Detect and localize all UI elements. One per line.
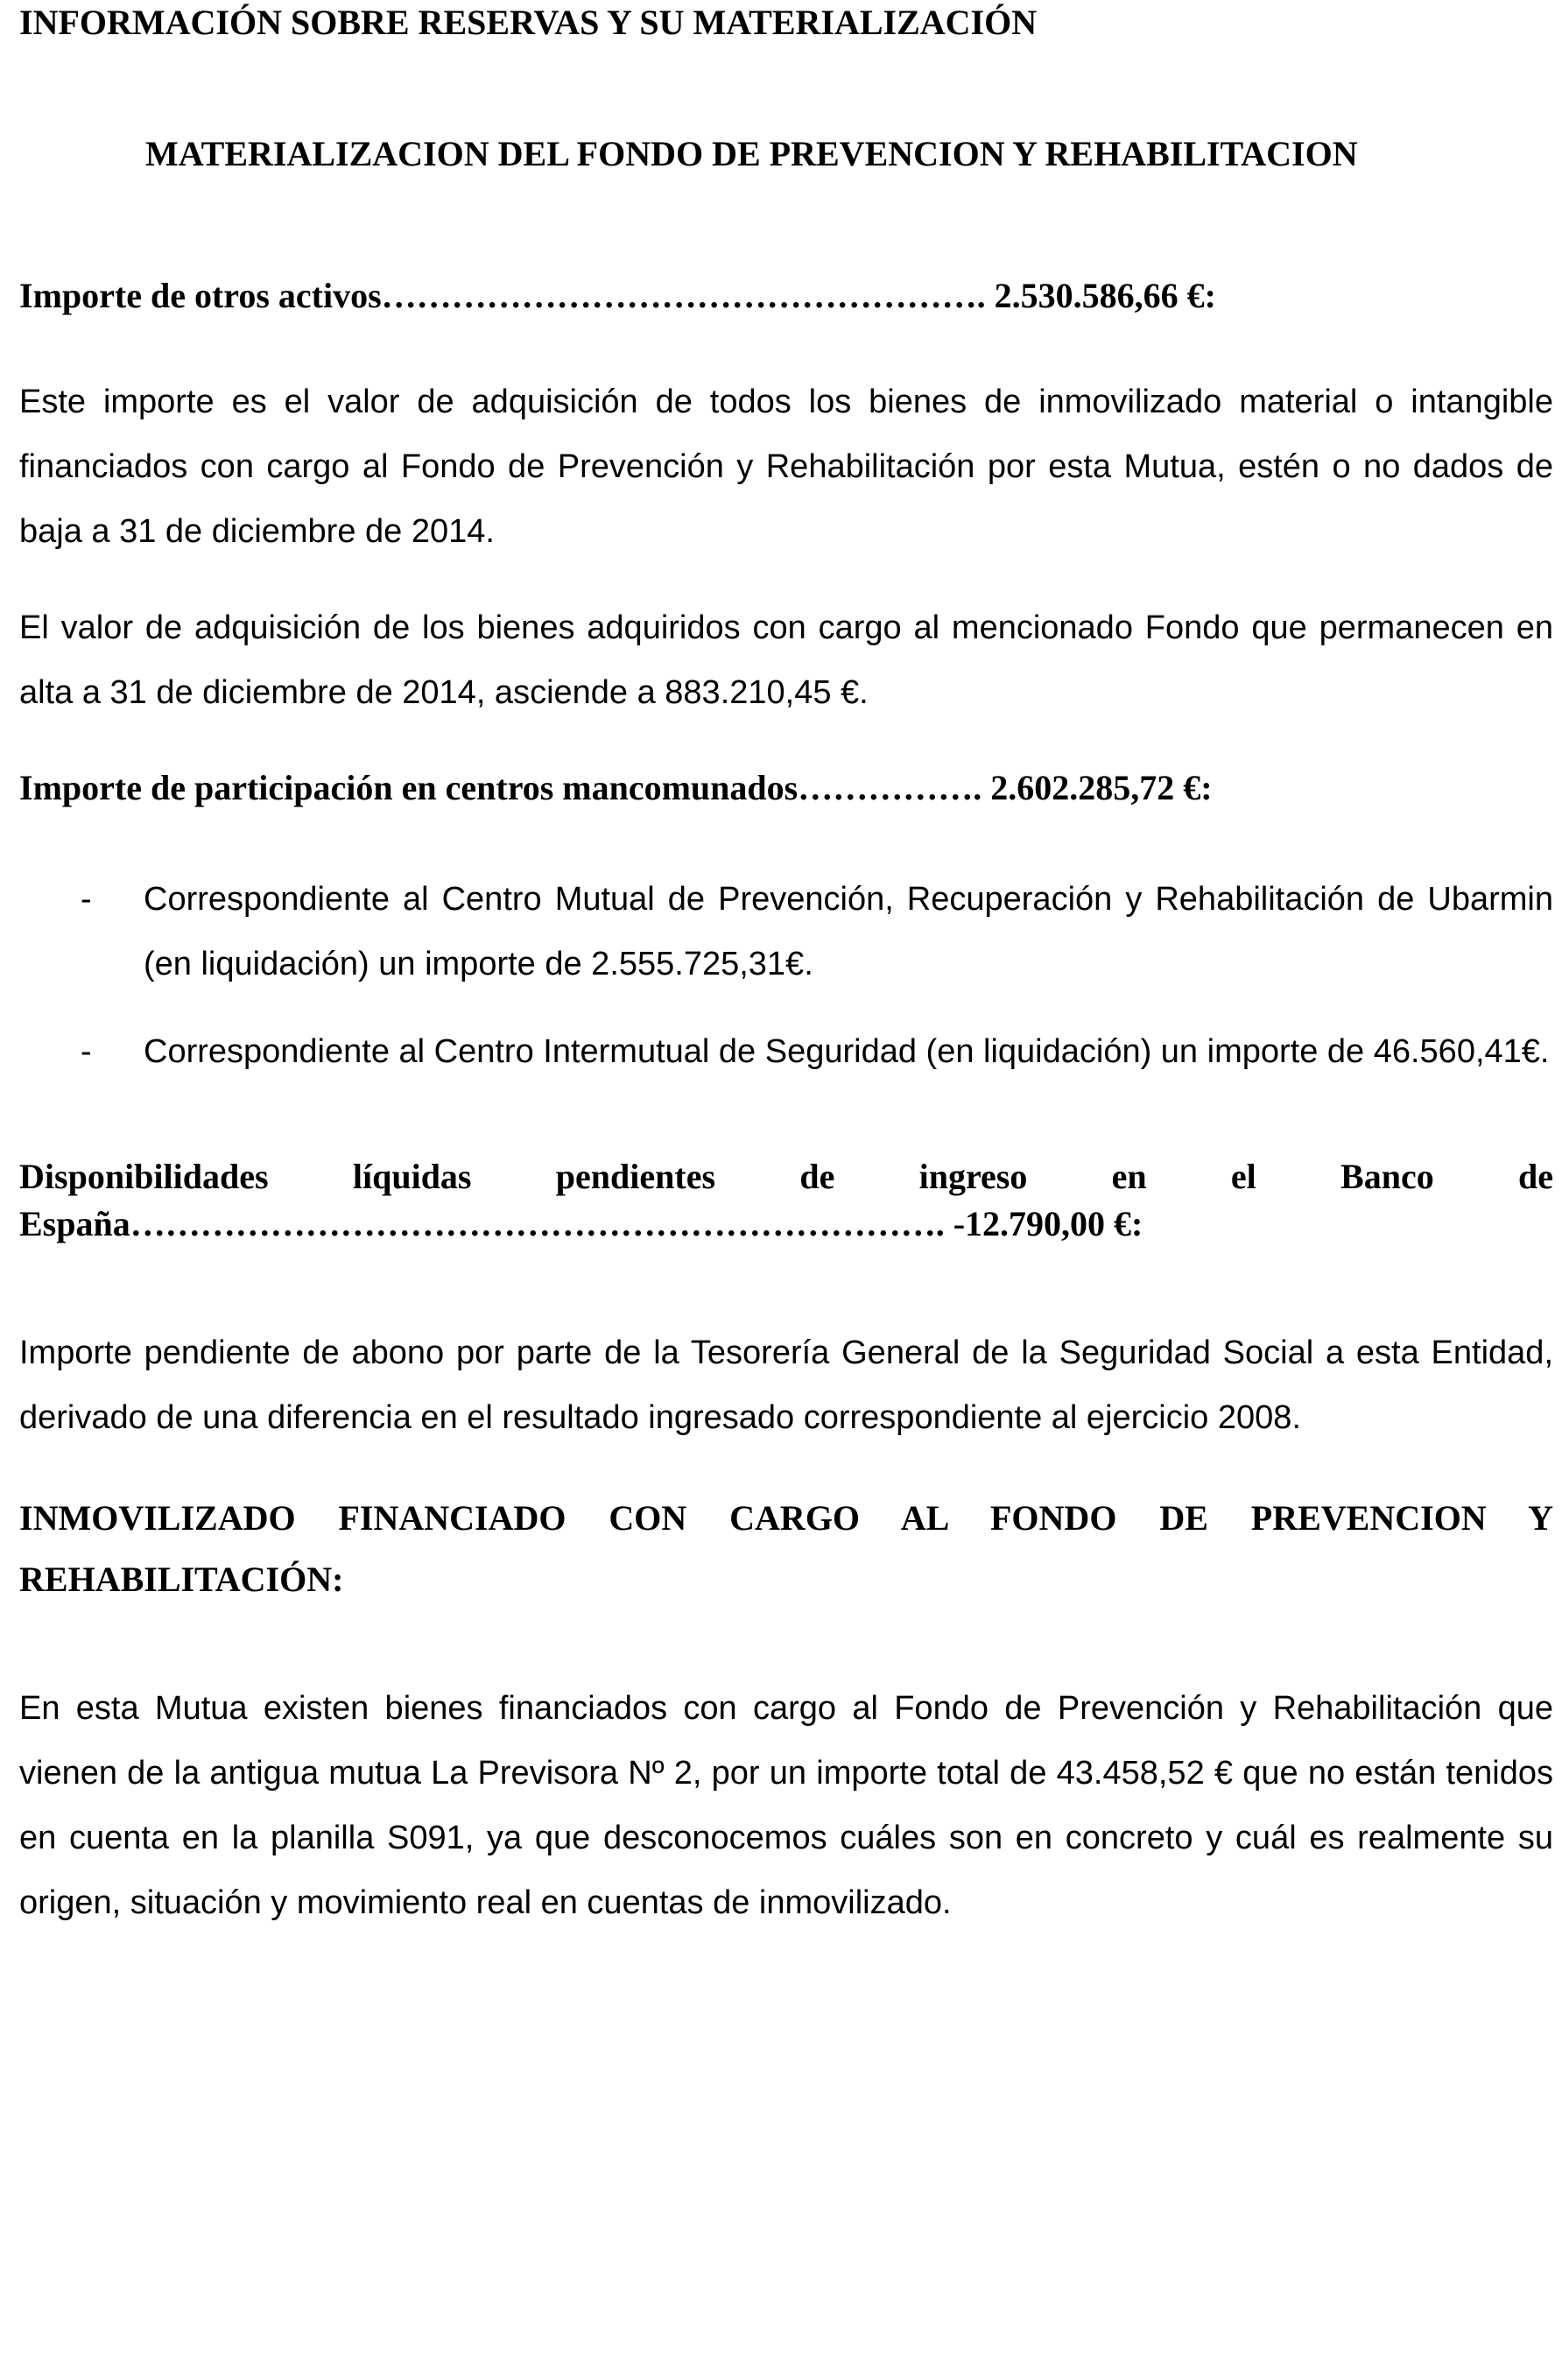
- inmovilizado-paragraph: En esta Mutua existen bienes financiados con cargo al Fondo de Prevención y Rehabilitación que vienen de la antigua mutua La Previsora Nº 2, por un importe total de 43.458,52 € que no están tenidos en cuenta en la planilla S091, ya que desconocemos cuáles son en concreto y cuál es realmente su origen, situación y movimiento real en cuentas de inmovilizado.: [19, 1690, 1553, 1921]
- otros-activos-section: [19, 275, 1553, 725]
- bullet-dash: -: [81, 881, 92, 918]
- otros-activos-paragraph-1: Este importe es el valor de adquisición de todos los bienes de inmovilizado material o intangible financiados con cargo al Fondo de Prevención y Rehabilitación por esta Mutua, estén o no dados de baja a 31 de diciembre de 2014.: [19, 384, 1553, 550]
- centros-mancomunados-list: [19, 867, 1553, 1084]
- list-item: [19, 867, 1553, 996]
- document-page: [19, 0, 1553, 1935]
- bullet-dash: -: [81, 1033, 92, 1070]
- inmovilizado-section: [19, 1482, 1553, 1935]
- inmovilizado-heading: [19, 1482, 1553, 1616]
- inmovilizado-heading-line-2: REHABILITACIÓN:: [19, 1560, 344, 1599]
- disponibilidades-heading: [19, 1140, 1553, 1261]
- list-item: [19, 1019, 1553, 1084]
- document-subtitle: MATERIALIZACION DEL FONDO DE PREVENCION Y REHABILITACION: [145, 134, 1358, 173]
- list-item-text: Correspondiente al Centro Mutual de Prevención, Recuperación y Rehabilitación de Ubarmin (en liquidación) un importe de 2.555.725,31€.: [144, 881, 1553, 982]
- disponibilidades-heading-line-2: España……………………………………………………………. -12.790,00 €:: [19, 1204, 1143, 1243]
- centros-mancomunados-section: [19, 767, 1553, 1084]
- list-item-text: Correspondiente al Centro Intermutual de Seguridad (en liquidación) un importe de 46.560,41€.: [144, 1033, 1550, 1070]
- disponibilidades-paragraph: Importe pendiente de abono por parte de la Tesorería General de la Seguridad Social a esta Entidad, derivado de una diferencia en el resultado ingresado correspondiente al ejercicio 2008.: [19, 1334, 1553, 1436]
- disponibilidades-heading-line-1: Disponibilidades líquidas pendientes de ingreso en el Banco de: [19, 1157, 1553, 1196]
- inmovilizado-heading-line-1: INMOVILIZADO FINANCIADO CON CARGO AL FONDO DE PREVENCION Y: [19, 1498, 1553, 1538]
- otros-activos-paragraph-2: El valor de adquisición de los bienes adquiridos con cargo al mencionado Fondo que permanecen en alta a 31 de diciembre de 2014, asciende a 883.210,45 €.: [19, 609, 1553, 711]
- otros-activos-heading: Importe de otros activos……………………………………………. 2.530.586,66 €:: [19, 276, 1216, 315]
- disponibilidades-section: [19, 1140, 1553, 1450]
- centros-mancomunados-heading: Importe de participación en centros mancomunados……………. 2.602.285,72 €:: [19, 768, 1213, 807]
- document-title: INFORMACIÓN SOBRE RESERVAS Y SU MATERIALIZACIÓN: [19, 3, 1038, 42]
